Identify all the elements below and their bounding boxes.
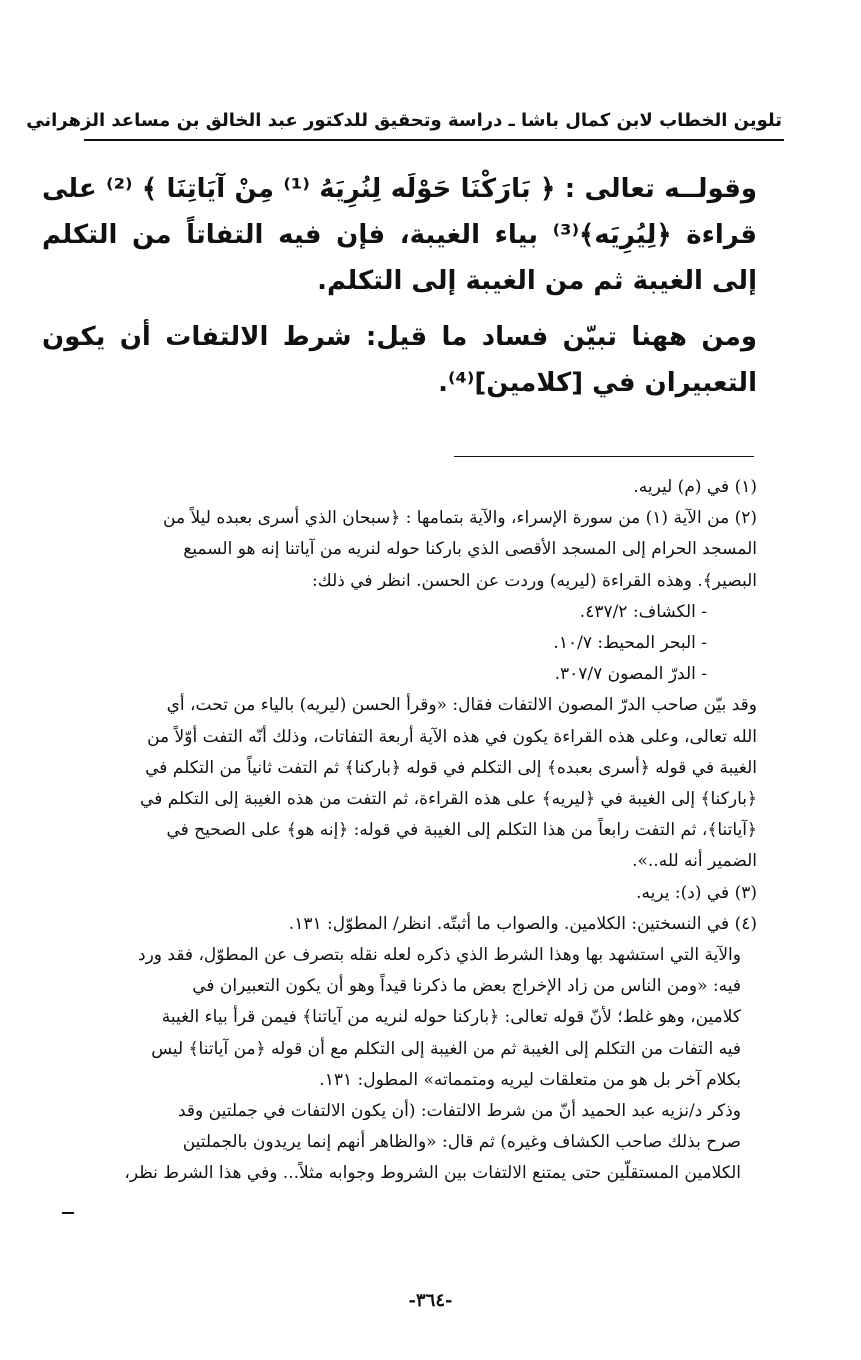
footnote-line: فيه التفات من التكلم إلى الغيبة ثم من الغيبة إلى التكلم مع أن قوله ﴿من آياتنا﴾ ليس xyxy=(151,1038,741,1059)
footnote-reference: - الدرّ المصون ٣٠٧/٧. xyxy=(554,664,707,685)
footnote-2 xyxy=(42,503,757,877)
footnote-line: (١) في (م) ليريه. xyxy=(633,477,757,497)
footnote-line: البصير﴾. وهذه القراءة (ليريه) وردت عن الحسن. انظر في ذلك: xyxy=(312,570,757,591)
footnote-line: الغيبة في قوله ﴿أسرى بعبده﴾ إلى التكلم في قوله ﴿باركنا﴾ ثم التفت ثانياً من التكلم في xyxy=(145,757,757,778)
footnote-line: (٣) في (د): يريه. xyxy=(636,882,757,903)
continuation-mark xyxy=(62,1212,74,1214)
footnote-1 xyxy=(42,472,757,503)
footnote-line: بكلام آخر بل هو من متعلقات ليريه ومتمماته» المطول: ١٣١. xyxy=(319,1069,741,1090)
main-text xyxy=(42,166,757,416)
main-paragraph: وقولــه تعالى : ﴿ بَارَكْنَا حَوْلَه لِنُرِيَهُ ⁽¹⁾ مِنْ آيَاتِنَا ﴾ ⁽²⁾ على قراءة ﴿لِيُرِيَه﴾⁽³⁾ بياء الغيبة، فإن فيه التفاتاً من التكلم إلى الغيبة ثم من الغيبة إلى التكلم. xyxy=(42,174,758,296)
footnote-line: فيه: «ومن الناس من زاد الإخراج بعض ما ذكرنا قيداً وهو أن يكون التعبيران في xyxy=(192,976,741,997)
footnote-separator xyxy=(454,456,754,457)
footnote-line: المسجد الحرام إلى المسجد الأقصى الذي باركنا حوله لنريه من آياتنا إنه هو السميع xyxy=(183,539,757,560)
footnote-3 xyxy=(42,878,757,909)
footnote-reference: - الكشاف: ٤٣٧/٢. xyxy=(579,601,707,622)
main-paragraph: ومن ههنا تبيّن فساد ما قيل: شرط الالتفات أن يكون التعبيران في [كلامين]⁽⁴⁾. xyxy=(42,322,757,398)
footnote-4 xyxy=(42,909,757,1190)
footnote-line: كلامين، وهو غلط؛ لأنّ قوله تعالى: ﴿باركنا حوله لنريه من آياتنا﴾ فيمن قرأ بياء الغيبة xyxy=(161,1007,741,1028)
footnote-line: الكلامين المستقلّين حتى يمتنع الالتفات بين الشروط وجوابه مثلاً... وفي هذا الشرط نظر، xyxy=(124,1163,741,1184)
footnote-line: وذكر د/نزيه عبد الحميد أنّ من شرط الالتفات: (أن يكون الالتفات في جملتين وقد xyxy=(177,1101,741,1122)
running-header: تلوين الخطاب لابن كمال باشا ـ دراسة وتحقيق للدكتور عبد الخالق بن مساعد الزهراني xyxy=(26,110,782,131)
header-rule xyxy=(84,139,784,141)
footnote-line: (٢) من الآية (١) من سورة الإسراء، والآية بتمامها : ﴿سبحان الذي أسرى بعبده ليلاً من xyxy=(163,508,757,529)
page-number: -٣٦٤- xyxy=(408,1290,453,1311)
footnotes xyxy=(42,472,757,1190)
footnote-line: والآية التي استشهد بها وهذا الشرط الذي ذكره لعله نقله بتصرف عن المطوّل، فقد ورد xyxy=(138,945,741,966)
footnote-line: ﴿آياتنا﴾، ثم التفت رابعاً من هذا التكلم إلى الغيبة في قوله: ﴿إنه هو﴾ على الصحيح في xyxy=(166,820,757,841)
footnote-line: الله تعالى، وعلى هذه القراءة يكون في هذه الآية أربعة التفاتات، وذلك أنّه التفت أوّلاً من xyxy=(147,726,757,747)
footnote-reference: - البحر المحيط: ١٠/٧. xyxy=(553,633,707,654)
footnote-line: صرح بذلك صاحب الكشاف وغيره) ثم قال: «والظاهر أنهم إنما يريدون بالجملتين xyxy=(182,1132,741,1153)
footnote-line: ﴿باركنا﴾ إلى الغيبة في ﴿ليريه﴾ على هذه القراءة، ثم التفت من هذه الغيبة إلى التكلم في xyxy=(140,789,757,810)
footnote-line: وقد بيّن صاحب الدرّ المصون الالتفات فقال: «وقرأ الحسن (ليريه) بالياء من تحت، أي xyxy=(166,695,757,716)
footnote-line: الضمير أنه لله..». xyxy=(632,851,757,872)
footnote-line: (٤) في النسختين: الكلامين. والصواب ما أثبتّه. انظر/ المطوّل: ١٣١. xyxy=(288,913,757,934)
